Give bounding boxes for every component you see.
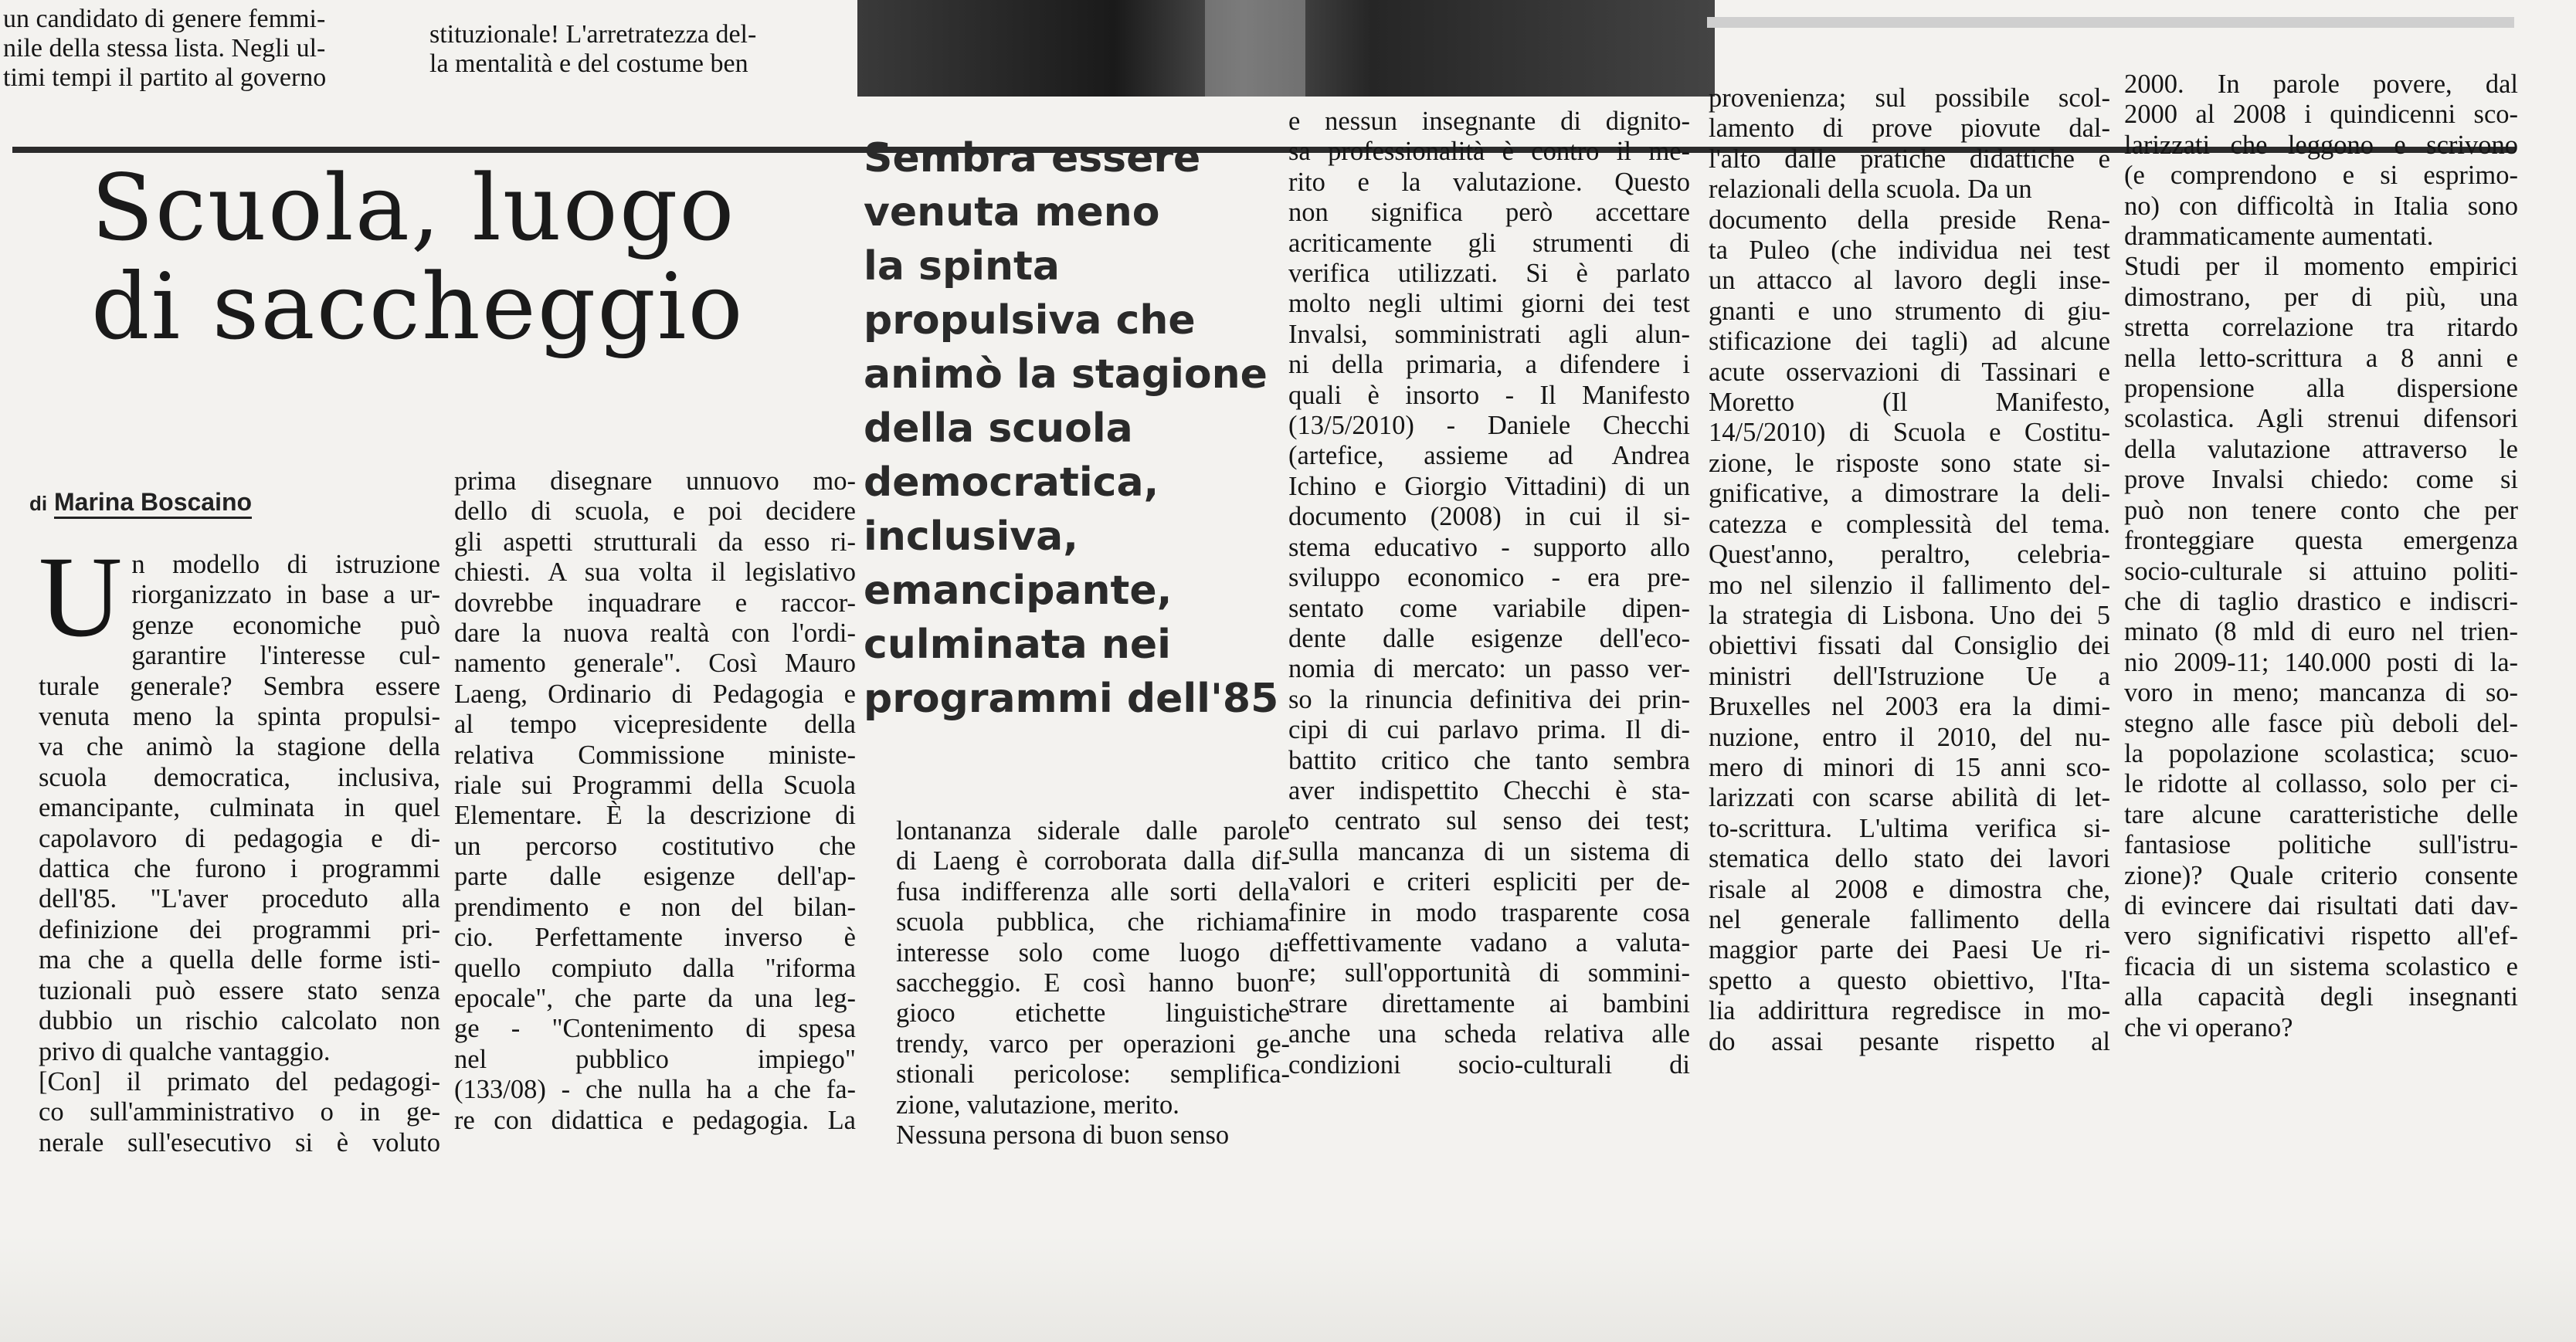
column-line: minato (8 mld di euro nel trien- bbox=[2124, 617, 2518, 647]
column-line: al tempo vicepresidente della bbox=[454, 710, 856, 740]
pull-quote-line: la spinta bbox=[864, 243, 1060, 290]
column-line: nerale sull'esecutivo si è voluto bbox=[39, 1127, 440, 1157]
article-headline bbox=[91, 154, 786, 360]
column-line: larizzati con scarse abilità di let- bbox=[1709, 783, 2110, 813]
column-line: valori e criteri espliciti per de- bbox=[1288, 867, 1690, 897]
column-line: stionali pericolose: semplifica- bbox=[896, 1059, 1290, 1090]
column-line: venuta meno la spinta propulsi- bbox=[39, 702, 440, 732]
byline-author: Marina Boscaino bbox=[54, 488, 252, 519]
column-line: documento (2008) in cui il si- bbox=[1288, 502, 1690, 532]
column-line: sa professionalità è contro il me- bbox=[1288, 137, 1690, 167]
column-line: parte dalle esigenze dell'ap- bbox=[454, 862, 856, 892]
column-line: prove Invalsi chiedo: come si bbox=[2124, 465, 2518, 495]
column-line: privo di qualche vantaggio. bbox=[39, 1036, 331, 1066]
column-line: Elementare. È la descrizione di bbox=[454, 801, 856, 831]
pull-quote-line: della scuola bbox=[864, 405, 1133, 452]
page-bottom-margin bbox=[0, 1235, 2576, 1342]
article-column-6 bbox=[2124, 69, 2518, 1043]
pull-quote-line: animò la stagione bbox=[864, 351, 1268, 398]
column-line: genze economiche può bbox=[131, 610, 440, 640]
column-line: dello di scuola, e poi decidere bbox=[454, 496, 856, 527]
column-line: un attacco al lavoro degli inse- bbox=[1709, 266, 2110, 296]
column-line: interesse solo come luogo di bbox=[896, 937, 1290, 968]
column-line: gli aspetti strutturali da esso ri- bbox=[454, 527, 856, 557]
column-line: re con didattica e pedagogia. La bbox=[454, 1105, 856, 1135]
column-line: effettivamente vadano a valuta- bbox=[1288, 927, 1690, 957]
pull-quote-line: democratica, bbox=[864, 459, 1159, 506]
column-line: gnificative, a dimostrare la deli- bbox=[1709, 479, 2110, 509]
column-line: dell'85. "L'aver proceduto alla bbox=[39, 884, 440, 914]
column-line: no) con difficoltà in Italia sono bbox=[2124, 191, 2518, 221]
column-line: drammaticamente aumentati. bbox=[2124, 222, 2434, 252]
column-line: acute osservazioni di Tassinari e bbox=[1709, 357, 2110, 387]
column-line: le ridotte al collasso, solo per ci- bbox=[2124, 769, 2518, 799]
column-line: ge - "Contenimento di spesa bbox=[454, 1014, 856, 1044]
column-line: Bruxelles nel 2003 era la dimi- bbox=[1709, 692, 2110, 722]
column-line: Laeng, Ordinario di Pedagogia e bbox=[454, 679, 856, 709]
column-line: capolavoro di pedagogia e di- bbox=[39, 823, 440, 853]
column-line: lontananza siderale dalle parole bbox=[896, 816, 1290, 846]
column-line: va che animò la stagione della bbox=[39, 732, 440, 762]
column-line: strare direttamente ai bambini bbox=[1288, 988, 1690, 1018]
column-line: riale sui Programmi della Scuola bbox=[454, 771, 856, 801]
column-line: molto negli ultimi giorni dei test bbox=[1288, 289, 1690, 319]
column-line: di Laeng è corroborata dalla dif- bbox=[896, 846, 1290, 876]
column-line: dare la nuova realtà con l'ordi- bbox=[454, 618, 856, 649]
column-line: scuola pubblica, che richiama bbox=[896, 907, 1290, 937]
column-line: che vi operano? bbox=[2124, 1012, 2293, 1042]
column-line: dubbio un rischio calcolato non bbox=[39, 1006, 440, 1036]
column-line: ficacia di un sistema scolastico e bbox=[2124, 951, 2518, 981]
column-line: fantasiose politiche sull'istru- bbox=[2124, 830, 2518, 860]
column-line: saccheggio. E così hanno buon bbox=[896, 968, 1290, 998]
column-line: dovrebbe inquadrare e raccor- bbox=[454, 588, 856, 618]
column-line: obiettivi fissati dal Consiglio dei bbox=[1709, 631, 2110, 661]
column-line: un percorso costitutivo che bbox=[454, 831, 856, 861]
column-line: della valutazione attraverso le bbox=[2124, 434, 2518, 464]
column-line: risale al 2008 e dimostra che, bbox=[1709, 874, 2110, 904]
column-line: stematica dello stato dei lavori bbox=[1709, 844, 2110, 874]
column-line: finire in modo trasparente cosa bbox=[1288, 897, 1690, 927]
column-line: do assai pesante rispetto al bbox=[1709, 1026, 2110, 1056]
article-column-5 bbox=[1709, 83, 2110, 1057]
column-line: (133/08) - che nulla ha a che fa- bbox=[454, 1075, 856, 1105]
column-line: ta Puleo (che individua nei test bbox=[1709, 236, 2110, 266]
column-line: dente dalle esigenze dell'eco- bbox=[1288, 623, 1690, 653]
column-line: stegno alle fasce più deboli del- bbox=[2124, 708, 2518, 738]
column-line: ni della primaria, a difendere i bbox=[1288, 350, 1690, 380]
column-line: verifica utilizzati. Si è parlato bbox=[1288, 259, 1690, 289]
headline-line: Scuola, luogo bbox=[91, 154, 736, 261]
column-line: tuzionali può essere stato senza bbox=[39, 975, 440, 1005]
column-line: relativa Commissione ministe- bbox=[454, 740, 856, 770]
column-line: nel pubblico impiego" bbox=[454, 1044, 856, 1074]
column-line: che di taglio drastico e indiscri- bbox=[2124, 586, 2518, 616]
column-line: maggior parte dei Paesi Ue ri- bbox=[1709, 935, 2110, 965]
article-column-4 bbox=[1288, 107, 1690, 1080]
column-line: l'alto dalle pratiche didattiche e bbox=[1709, 144, 2110, 174]
pull-quote-line: emancipante, bbox=[864, 568, 1173, 614]
column-line: Invalsi, somministrati agli alun- bbox=[1288, 319, 1690, 349]
column-line: trendy, varco per operazioni ge- bbox=[896, 1029, 1290, 1059]
column-line: alla capacità degli insegnanti bbox=[2124, 982, 2518, 1012]
pull-quote bbox=[864, 131, 1296, 726]
prev-line: un candidato di genere femmi- bbox=[3, 5, 326, 33]
column-line: chiesti. A sua volta il legislativo bbox=[454, 557, 856, 588]
pull-quote-line: inclusiva, bbox=[864, 513, 1079, 560]
column-line: scuola democratica, inclusiva, bbox=[39, 762, 440, 792]
column-line: definizione dei programmi pri- bbox=[39, 914, 440, 944]
column-line: di evincere dai risultati dati dav- bbox=[2124, 890, 2518, 920]
column-line: Studi per il momento empirici bbox=[2124, 252, 2518, 282]
column-line: epocale", che parte da una leg- bbox=[454, 983, 856, 1013]
column-line: larizzati che leggono e scrivono bbox=[2124, 130, 2518, 160]
column-line: co sull'amministrativo o in ge- bbox=[39, 1097, 440, 1127]
top-band bbox=[1707, 17, 2514, 28]
column-line: sentato come variabile dipen- bbox=[1288, 593, 1690, 623]
column-line: provenienza; sul possibile scol- bbox=[1709, 83, 2110, 113]
column-line: n modello di istruzione bbox=[131, 550, 440, 579]
column-line: aver indispettito Checchi è sta- bbox=[1288, 775, 1690, 805]
article-column-3 bbox=[896, 816, 1290, 1151]
column-line: nel generale fallimento della bbox=[1709, 904, 2110, 934]
column-line: rito e la valutazione. Questo bbox=[1288, 167, 1690, 197]
column-line: socio-culturale si attuino politi- bbox=[2124, 556, 2518, 586]
column-line: (e comprendono e si esprimo- bbox=[2124, 161, 2518, 191]
column-line: quali è insorto - Il Manifesto bbox=[1288, 380, 1690, 410]
column-line: emancipante, culminata in quel bbox=[39, 793, 440, 823]
column-line: e nessun insegnante di dignito- bbox=[1288, 107, 1690, 136]
column-line: voro in meno; mancanza di so- bbox=[2124, 678, 2518, 708]
column-line: quello compiuto dalla "riforma bbox=[454, 953, 856, 983]
column-line: dimostrano, per di più, una bbox=[2124, 282, 2518, 312]
column-line: stretta correlazione tra ritardo bbox=[2124, 313, 2518, 343]
column-line: sviluppo economico - era pre- bbox=[1288, 563, 1690, 593]
column-line: fusa indifferenza alle sorti della bbox=[896, 876, 1290, 907]
column-line: nella letto-scrittura a 8 anni e bbox=[2124, 343, 2518, 373]
column-line: acriticamente gli strumenti di bbox=[1288, 228, 1690, 258]
column-line: catezza e complessità del tema. bbox=[1709, 509, 2110, 539]
column-line: ministri dell'Istruzione Ue a bbox=[1709, 661, 2110, 691]
column-line: nuzione, entro il 2010, del nu- bbox=[1709, 722, 2110, 752]
pull-quote-line: culminata nei bbox=[864, 622, 1171, 668]
column-line: cipi di cui parlavo prima. Il di- bbox=[1288, 715, 1690, 745]
article-column-2 bbox=[454, 466, 856, 1136]
column-line: condizioni socio-culturali di bbox=[1288, 1049, 1690, 1079]
column-line: prima disegnare unnuovo mo- bbox=[454, 466, 856, 496]
column-line: mo nel silenzio il fallimento del- bbox=[1709, 570, 2110, 600]
column-line: Quest'anno, peraltro, celebria- bbox=[1709, 540, 2110, 570]
column-line: [Con] il primato del pedagogi- bbox=[39, 1066, 440, 1096]
column-line: prendimento e non del bilan- bbox=[454, 892, 856, 922]
column-line: nomia di mercato: un passo ver- bbox=[1288, 654, 1690, 684]
column-line: zione, le risposte sono state si- bbox=[1709, 448, 2110, 478]
top-photo-highlight bbox=[1205, 0, 1305, 97]
pull-quote-line: propulsiva che bbox=[864, 297, 1196, 344]
prev-line: la mentalità e del costume ben bbox=[429, 49, 748, 78]
column-line: sulla mancanza di un sistema di bbox=[1288, 836, 1690, 866]
prev-line: stituzionale! L'arretratezza del- bbox=[429, 20, 757, 49]
column-line: 14/5/2010) di Scuola e Costitu- bbox=[1709, 418, 2110, 448]
column-line: gnanti e uno strumento di giu- bbox=[1709, 296, 2110, 326]
column-line: ma che a quella delle forme isti- bbox=[39, 945, 440, 975]
column-line: to centrato sul senso dei test; bbox=[1288, 806, 1690, 836]
column-line: (artefice, assieme ad Andrea bbox=[1288, 441, 1690, 471]
column-line: re; sull'opportunità di sommini- bbox=[1288, 958, 1690, 988]
drop-cap: U bbox=[39, 533, 123, 661]
column-line: 2000. In parole povere, dal bbox=[2124, 69, 2518, 99]
column-line: so la rinuncia definitiva dei prin- bbox=[1288, 684, 1690, 714]
column-line: stificazione dei tagli) ad alcune bbox=[1709, 327, 2110, 357]
column-line: riorganizzato in base a ur- bbox=[131, 580, 440, 610]
byline-prefix: di bbox=[29, 492, 48, 515]
column-line: Moretto (Il Manifesto, bbox=[1709, 388, 2110, 418]
prev-article-col1 bbox=[3, 5, 326, 93]
column-line: lamento di prove piovute dal- bbox=[1709, 114, 2110, 144]
column-line: Nessuna persona di buon senso bbox=[896, 1120, 1230, 1151]
prev-article-col2 bbox=[429, 20, 756, 79]
column-line: tare alcune caratteristiche delle bbox=[2124, 799, 2518, 829]
prev-line: timi tempi il partito al governo bbox=[3, 63, 327, 92]
column-line: cio. Perfettamente inverso è bbox=[454, 923, 856, 953]
column-line: scolastica. Agli strenui difensori bbox=[2124, 404, 2518, 434]
column-line: zione)? Quale criterio consente bbox=[2124, 860, 2518, 890]
headline-line: di saccheggio bbox=[91, 253, 745, 360]
column-line: può non tenere conto che per bbox=[2124, 495, 2518, 525]
column-line: vero significativi rispetto all'ef- bbox=[2124, 921, 2518, 951]
column-line: propensione alla dispersione bbox=[2124, 374, 2518, 404]
column-line: dattica che furono i programmi bbox=[39, 854, 440, 884]
column-line: la strategia di Lisbona. Uno dei 5 bbox=[1709, 600, 2110, 630]
column-line: non significa però accettare bbox=[1288, 198, 1690, 228]
column-line: garantire l'interesse cul- bbox=[131, 641, 440, 671]
column-line: zione, valutazione, merito. bbox=[896, 1090, 1179, 1120]
article-column-1 bbox=[39, 533, 440, 1158]
column-line: documento della preside Rena- bbox=[1709, 205, 2110, 235]
pull-quote-line: venuta meno bbox=[864, 189, 1160, 236]
column-line: 2000 al 2008 i quindicenni sco- bbox=[2124, 100, 2518, 130]
column-line: Ichino e Giorgio Vittadini) di un bbox=[1288, 471, 1690, 501]
prev-line: nile della stessa lista. Negli ul- bbox=[3, 34, 326, 63]
column-line: relazionali della scuola. Da un bbox=[1709, 175, 2032, 205]
byline bbox=[29, 488, 252, 517]
column-line: spetto a questo obiettivo, l'Ita- bbox=[1709, 965, 2110, 995]
column-line: gioco etichette linguistiche bbox=[896, 998, 1290, 1029]
column-line: la popolazione scolastica; scuo- bbox=[2124, 738, 2518, 768]
column-line: stema educativo - supporto allo bbox=[1288, 532, 1690, 562]
column-line: to-scrittura. L'ultima verifica si- bbox=[1709, 813, 2110, 843]
column-line: nio 2009-11; 140.000 posti di la- bbox=[2124, 647, 2518, 677]
column-line: lia addirittura regredisce in mo- bbox=[1709, 996, 2110, 1026]
pull-quote-line: Sembra essere bbox=[864, 135, 1201, 181]
column-line: battito critico che tanto sembra bbox=[1288, 745, 1690, 775]
column-line: anche una scheda relativa alle bbox=[1288, 1019, 1690, 1049]
column-line: fronteggiare questa emergenza bbox=[2124, 526, 2518, 556]
column-line: namento generale". Così Mauro bbox=[454, 649, 856, 679]
column-line: mero di minori di 15 anni sco- bbox=[1709, 752, 2110, 782]
column-line: turale generale? Sembra essere bbox=[39, 671, 440, 701]
column-line: (13/5/2010) - Daniele Checchi bbox=[1288, 411, 1690, 441]
pull-quote-line: programmi dell'85 bbox=[864, 676, 1279, 722]
